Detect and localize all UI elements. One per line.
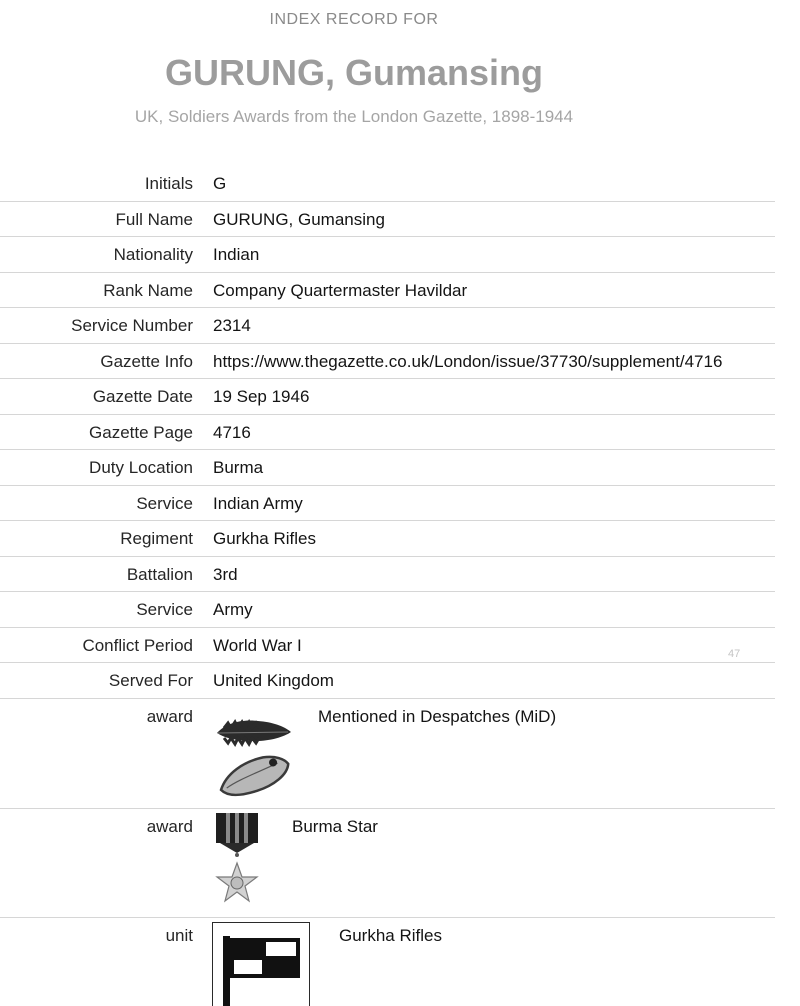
field-value: Gurkha Rifles <box>213 529 316 548</box>
field-row-conflict-period <box>0 628 775 664</box>
field-label: Gazette Date <box>92 387 193 406</box>
field-value: Burma <box>213 458 264 477</box>
field-value: G <box>213 174 227 193</box>
field-label: Service Number <box>71 316 193 335</box>
field-value: Company Quartermaster Havildar <box>213 280 468 300</box>
field-value: 19 Sep 1946 <box>213 387 310 406</box>
unit-row-gurkha-rifles <box>0 918 775 1006</box>
field-value: 2314 <box>213 316 251 335</box>
field-label: Duty Location <box>89 458 193 477</box>
field-label: Service <box>136 600 193 619</box>
field-row-service-number <box>0 308 775 344</box>
field-label: Conflict Period <box>82 635 193 655</box>
award-title: Burma Star <box>292 816 378 836</box>
field-row-service <box>0 486 775 522</box>
record-fields <box>0 166 775 1006</box>
field-value: Army <box>213 600 253 619</box>
collection-name: UK, Soldiers Awards from the London Gazette, 1898-1944 <box>134 107 574 126</box>
field-label: Served For <box>108 671 193 690</box>
field-row-full-name <box>0 202 775 238</box>
gazette-link[interactable]: https://www.thegazette.co.uk/London/issue/37730/supplement/4716 <box>213 351 723 371</box>
burma-star-medal-icon <box>212 813 266 911</box>
field-value: World War I <box>213 635 302 655</box>
field-label: Rank Name <box>103 280 193 300</box>
margin-mark: 47 <box>728 648 741 660</box>
field-row-rank-name <box>0 273 775 309</box>
field-row-regiment <box>0 521 775 557</box>
field-label: Initials <box>144 174 193 193</box>
field-row-gazette-info <box>0 344 775 380</box>
award-row-burma-star <box>0 809 775 918</box>
unit-title: Gurkha Rifles <box>339 925 442 945</box>
oak-leaf-icon <box>214 709 294 801</box>
unit-label: unit <box>165 925 193 945</box>
field-value: Indian Army <box>213 493 303 513</box>
field-value: 4716 <box>213 422 251 442</box>
field-label: Regiment <box>120 529 193 548</box>
field-row-served-for <box>0 663 775 699</box>
record-kicker: INDEX RECORD FOR <box>269 11 439 28</box>
field-value: United Kingdom <box>213 671 334 690</box>
award-label: award <box>146 816 193 836</box>
field-row-gazette-date <box>0 379 775 415</box>
field-row-service-branch <box>0 592 775 628</box>
field-row-gazette-page <box>0 415 775 451</box>
field-label: Battalion <box>126 564 193 584</box>
field-row-duty-location <box>0 450 775 486</box>
award-label: award <box>146 706 193 726</box>
unit-flag-icon <box>212 922 310 1006</box>
field-value: GURUNG, Gumansing <box>213 209 385 229</box>
field-label: Gazette Page <box>89 422 193 442</box>
field-value: Indian <box>213 245 260 264</box>
award-title: Mentioned in Despatches (MiD) <box>318 706 557 726</box>
field-row-initials <box>0 166 775 202</box>
field-value: 3rd <box>213 564 238 584</box>
field-label: Gazette Info <box>100 351 193 371</box>
record-title: GURUNG, Gumansing <box>164 52 544 93</box>
field-label: Full Name <box>115 209 193 229</box>
field-label: Service <box>136 493 193 513</box>
field-label: Nationality <box>113 245 193 264</box>
field-row-battalion <box>0 557 775 593</box>
field-row-nationality <box>0 237 775 273</box>
award-row-mid <box>0 699 775 809</box>
